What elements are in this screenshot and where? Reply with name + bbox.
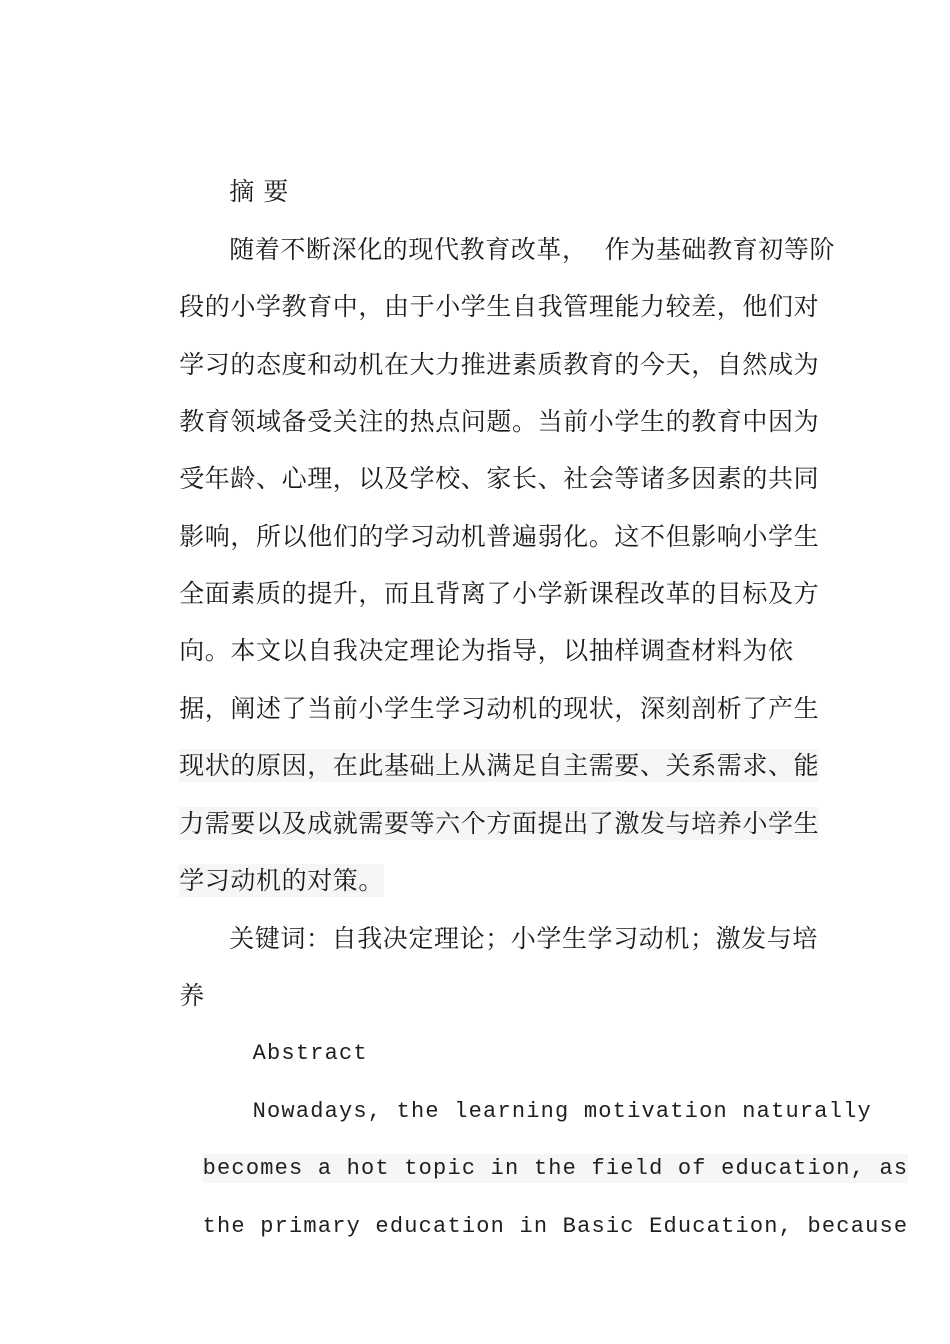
chinese-abstract-heading: 摘 要 — [229, 177, 289, 206]
chinese-abstract-line: 据，阐述了当前小学生学习动机的现状，深刻剖析了产生 — [179, 694, 820, 723]
chinese-abstract-line: 现状的原因，在此基础上从满足自主需要、关系需求、能 — [179, 751, 820, 780]
chinese-abstract-line: 力需要以及成就需要等六个方面提出了激发与培养小学生 — [179, 809, 820, 838]
english-abstract-line: Nowadays, the learning motivation naturally — [252, 1099, 872, 1124]
keywords-line: 关键词：自我决定理论；小学生学习动机；激发与培 — [229, 924, 818, 953]
english-abstract-line: becomes a hot topic in the field of education, as — [202, 1156, 909, 1181]
chinese-abstract-line: 学习的态度和动机在大力推进素质教育的今天，自然成为 — [179, 350, 820, 379]
chinese-abstract-line: 随着不断深化的现代教育改革， 作为基础教育初等阶 — [229, 235, 836, 264]
keywords-line: 养 — [179, 981, 205, 1010]
chinese-abstract-line: 教育领域备受关注的热点问题。当前小学生的教育中因为 — [179, 407, 820, 436]
chinese-abstract-line: 影响，所以他们的学习动机普遍弱化。这不但影响小学生 — [179, 522, 820, 551]
chinese-abstract-line: 段的小学教育中，由于小学生自我管理能力较差，他们对 — [179, 292, 820, 321]
chinese-abstract-line: 学习动机的对策。 — [179, 866, 384, 895]
english-abstract-heading: Abstract — [252, 1041, 368, 1066]
chinese-abstract-line: 受年龄、心理，以及学校、家长、社会等诸多因素的共同 — [179, 464, 820, 493]
english-abstract-line: the primary education in Basic Education, because — [202, 1214, 909, 1239]
chinese-abstract-line: 向。本文以自我决定理论为指导，以抽样调查材料为依 — [179, 636, 794, 665]
chinese-abstract-line: 全面素质的提升，而且背离了小学新课程改革的目标及方 — [179, 579, 820, 608]
